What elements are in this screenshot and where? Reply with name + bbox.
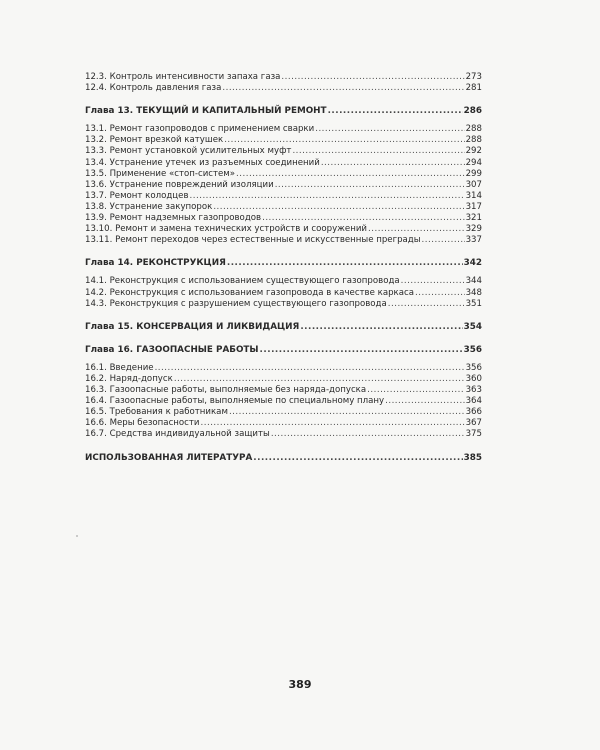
toc-group-chapter12-tail: [85, 72, 482, 94]
toc-entry[interactable]: [85, 385, 482, 396]
toc-entry-page: 356: [465, 362, 482, 373]
toc-group-chapter16: [85, 345, 482, 441]
toc-entry-page: 294: [465, 157, 482, 168]
dot-leader: [368, 224, 465, 235]
dot-leader: [388, 299, 465, 310]
toc-entry-page: 299: [465, 168, 482, 179]
toc-chapter-heading[interactable]: [85, 345, 482, 356]
toc-entry-page: 321: [465, 213, 482, 224]
dot-leader: [315, 124, 464, 135]
toc-entry-page: 329: [465, 224, 482, 235]
dot-leader: [227, 258, 463, 269]
dot-leader: [367, 385, 464, 396]
dot-leader: [229, 407, 465, 418]
toc-entry-title: 14.3. Реконструкция с разрушением существующего газопровода: [85, 298, 387, 309]
literature-title: ИСПОЛЬЗОВАННАЯ ЛИТЕРАТУРА: [85, 452, 253, 463]
toc-entry-title: 16.1. Введение: [85, 362, 154, 373]
toc-group-chapter13: [85, 106, 482, 246]
dot-leader: [201, 418, 465, 429]
toc-literature-heading[interactable]: [85, 453, 482, 464]
toc-entry-title: 13.6. Устранение повреждений изоляции: [85, 179, 274, 190]
page-number: 389: [288, 678, 312, 691]
toc-entry[interactable]: [85, 124, 482, 135]
toc-entry[interactable]: [85, 180, 482, 191]
toc-entry-title: 16.7. Средства индивидуальной защиты: [85, 429, 270, 440]
toc-entry-page: 366: [465, 407, 482, 418]
toc-entry[interactable]: [85, 202, 482, 213]
toc-entry-page: 363: [465, 385, 482, 396]
toc-entry-title: 13.2. Ремонт врезкой катушек: [85, 135, 224, 146]
dot-leader: [292, 146, 464, 157]
toc-entry[interactable]: [85, 235, 482, 246]
toc-entry-page: 281: [465, 83, 482, 94]
chapter-title: Глава 15. КОНСЕРВАЦИЯ И ЛИКВИДАЦИЯ: [85, 321, 300, 332]
toc-entry[interactable]: [85, 418, 482, 429]
toc-entry-title: 16.5. Требования к работникам: [85, 407, 228, 418]
toc-entry-page: 360: [465, 373, 482, 384]
chapter-page: 356: [463, 344, 482, 355]
dot-leader: [155, 363, 465, 374]
toc-entry[interactable]: [85, 288, 482, 299]
toc-entry[interactable]: [85, 158, 482, 169]
toc-entry-page: 288: [465, 124, 482, 135]
paper-speck: [76, 535, 78, 537]
toc-entry-page: 337: [465, 235, 482, 246]
dot-leader: [213, 202, 464, 213]
dot-leader: [260, 345, 463, 356]
toc-entry[interactable]: [85, 407, 482, 418]
toc-entry-title: 13.4. Устранение утечек из разъемных соединений: [85, 157, 320, 168]
toc-entry[interactable]: [85, 363, 482, 374]
toc-entry-title: 13.11. Ремонт переходов через естественные и искусственные преграды: [85, 235, 421, 246]
toc-entry-title: 13.7. Ремонт колодцев: [85, 190, 189, 201]
toc-entry-title: 13.8. Устранение закупорок: [85, 201, 213, 212]
toc-entry[interactable]: [85, 276, 482, 287]
toc-entry-page: 273: [465, 72, 482, 82]
dot-leader: [222, 83, 464, 94]
dot-leader: [415, 288, 465, 299]
toc-entry-page: 351: [465, 298, 482, 309]
toc-chapter-heading[interactable]: [85, 106, 482, 117]
toc-entry-title: 13.9. Ремонт надземных газопроводов: [85, 213, 262, 224]
chapter-title: Глава 16. ГАЗООПАСНЫЕ РАБОТЫ: [85, 344, 259, 355]
dot-leader: [321, 158, 465, 169]
literature-page: 385: [463, 452, 482, 463]
dot-leader: [401, 276, 465, 287]
dot-leader: [271, 429, 465, 440]
toc-entry-page: 364: [465, 396, 482, 407]
dot-leader: [281, 72, 464, 83]
toc-entry-page: 292: [465, 146, 482, 157]
toc-entry-title: 12.4. Контроль давления газа: [85, 83, 222, 94]
toc-entry-title: 13.1. Ремонт газопроводов с применением сварки: [85, 124, 315, 135]
dot-leader: [328, 106, 463, 117]
toc-entry[interactable]: [85, 396, 482, 407]
toc-entry[interactable]: [85, 72, 482, 83]
toc-entry-page: 307: [465, 179, 482, 190]
toc-entry-title: 16.4. Газоопасные работы, выполняемые по специальному плану: [85, 396, 385, 407]
chapter-page: 342: [463, 258, 482, 269]
toc-entry[interactable]: [85, 191, 482, 202]
toc-group-chapter15: [85, 322, 482, 333]
toc-entry-title: 13.3. Ремонт установкой усилительных муфт: [85, 146, 292, 157]
dot-leader: [224, 135, 464, 146]
chapter-title: Глава 14. РЕКОНСТРУКЦИЯ: [85, 258, 226, 269]
toc-group-chapter14: [85, 258, 482, 309]
toc-entry[interactable]: [85, 83, 482, 94]
toc-entry-title: 16.3. Газоопасные работы, выполняемые без наряда-допуска: [85, 385, 367, 396]
dot-leader: [253, 453, 462, 464]
table-of-contents: [85, 72, 482, 471]
toc-entry[interactable]: [85, 224, 482, 235]
toc-entry-page: 348: [465, 287, 482, 298]
toc-entry[interactable]: [85, 169, 482, 180]
dot-leader: [190, 191, 465, 202]
toc-entry[interactable]: [85, 299, 482, 310]
chapter-page: 286: [463, 106, 482, 117]
toc-entry[interactable]: [85, 146, 482, 157]
toc-entry[interactable]: [85, 135, 482, 146]
toc-entry[interactable]: [85, 374, 482, 385]
toc-entry-page: 288: [465, 135, 482, 146]
toc-group-literature: [85, 453, 482, 464]
toc-entry-title: 16.2. Наряд-допуск: [85, 373, 173, 384]
toc-entry-title: 12.3. Контроль интенсивности запаха газа: [85, 72, 281, 82]
toc-entry-title: 13.5. Применение «стоп-систем»: [85, 168, 236, 179]
dot-leader: [300, 322, 462, 333]
dot-leader: [275, 180, 465, 191]
dot-leader: [385, 396, 464, 407]
toc-entry-page: 344: [465, 276, 482, 287]
dot-leader: [236, 169, 465, 180]
toc-entry-page: 367: [465, 418, 482, 429]
dot-leader: [262, 213, 465, 224]
chapter-page: 354: [463, 321, 482, 332]
toc-entry-title: 13.10. Ремонт и замена технических устройств и сооружений: [85, 224, 367, 235]
toc-entry[interactable]: [85, 213, 482, 224]
toc-entry-title: 14.1. Реконструкция с использованием существующего газопровода: [85, 276, 400, 287]
toc-entry-title: 14.2. Реконструкция с использованием газопровода в качестве каркаса: [85, 287, 414, 298]
toc-chapter-heading[interactable]: [85, 322, 482, 333]
toc-entry-title: 16.6. Меры безопасности: [85, 418, 200, 429]
chapter-title: Глава 13. ТЕКУЩИЙ И КАПИТАЛЬНЫЙ РЕМОНТ: [85, 106, 327, 117]
toc-entry-page: 314: [465, 190, 482, 201]
toc-entry-page: 375: [465, 429, 482, 440]
toc-chapter-heading[interactable]: [85, 258, 482, 269]
dot-leader: [422, 235, 465, 246]
toc-entry[interactable]: [85, 429, 482, 440]
toc-entry-page: 317: [465, 201, 482, 212]
dot-leader: [174, 374, 465, 385]
